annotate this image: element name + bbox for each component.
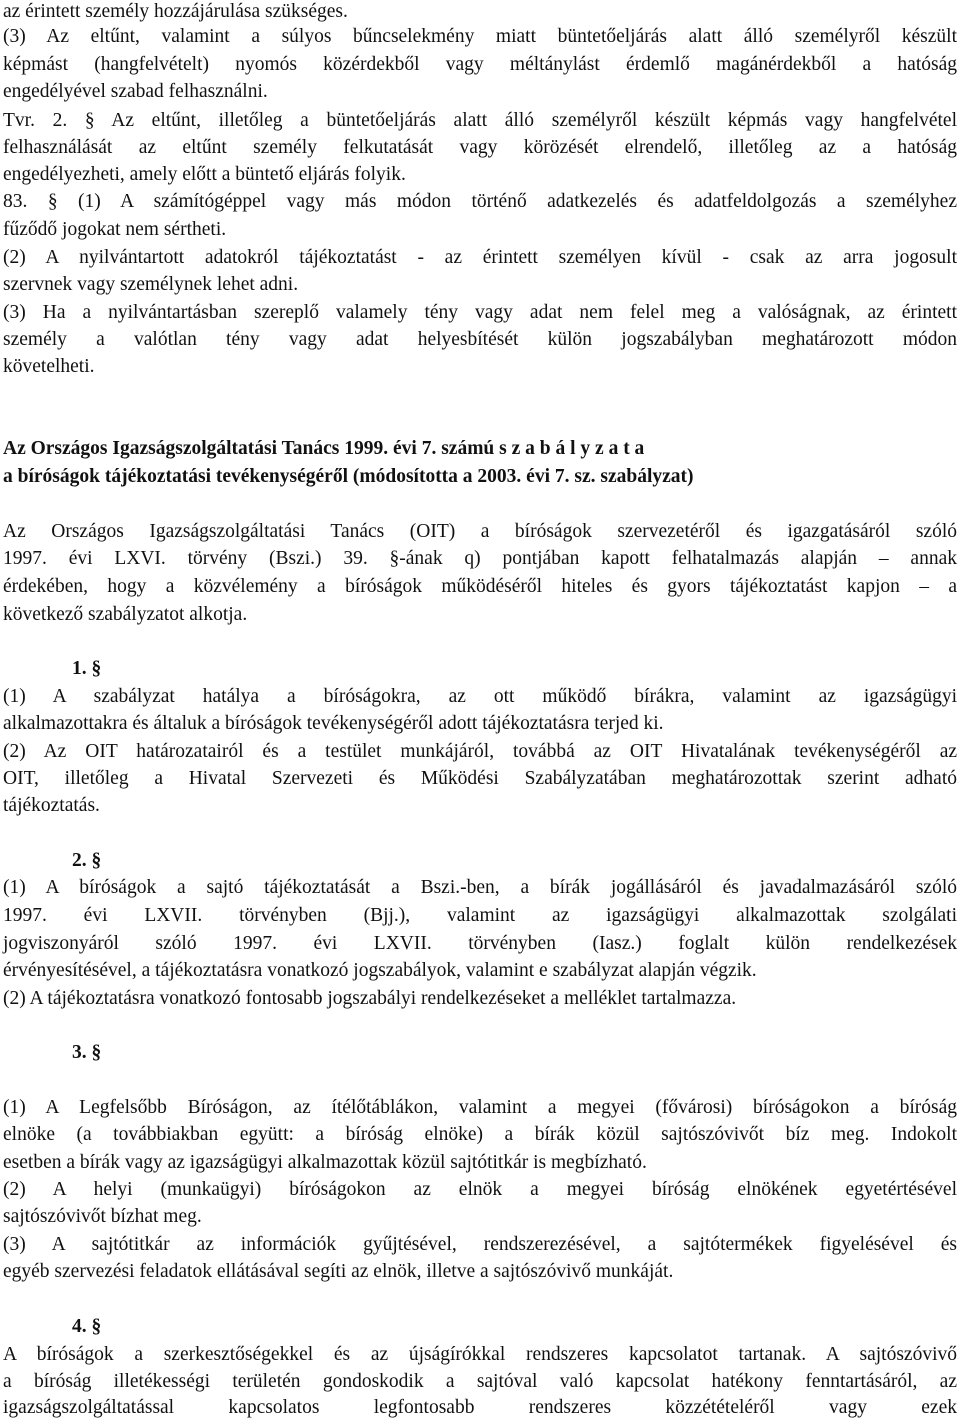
section-heading: 2. § — [72, 850, 102, 871]
text-line: A bíróságok a szerkesztőségekkel és az újságírókkal rendszeres kapcsolatot tartanak. A sajtószóvivő — [3, 1344, 957, 1365]
text-line: (1) A Legfelsőbb Bíróságon, az ítélőtáblákon, valamint a megyei (fővárosi) bíróságokon a bíróság — [3, 1097, 957, 1118]
text-line: esetben a bírák vagy az igazságügyi alkalmazottak közül sajtótitkár is megbízható. — [3, 1152, 647, 1173]
text-line: alkalmazottakra és általuk a bíróságok tevékenységéről adott tájékoztatásra terjed ki. — [3, 713, 664, 734]
text-line: 83. § (1) A számítógéppel vagy más módon történő adatkezelés és adatfeldolgozás a személyhez — [3, 191, 957, 212]
text-line: érdekében, hogy a közvélemény a bíróságok működéséről hiteles és gyors tájékoztatást kapjon – a — [3, 576, 957, 597]
text-line: engedélyezheti, amely előtt a büntető eljárás folyik. — [3, 164, 406, 185]
text-line: érvényesítésével, a tájékoztatásra vonatkozó jogszabályok, valamint e szabályzat alapján végzik. — [3, 960, 757, 981]
text-line: követelheti. — [3, 356, 95, 377]
text-line: elnöke (a továbbiakban együtt: a bíróság elnöke) a bírák közül sajtószóvivőt bíz meg. Indokolt — [3, 1124, 957, 1145]
text-line: egyéb szervezési feladatok ellátásával segíti az elnök, illetve a sajtószóvivő munkáját. — [3, 1261, 674, 1282]
text-line: (2) A nyilvántartott adatokról tájékoztatást - az érintett személyen kívül - csak az arra jogosult — [3, 247, 957, 268]
text-line: engedélyével szabad felhasználni. — [3, 81, 268, 102]
text-line: (2) A helyi (munkaügyi) bíróságokon az elnök a megyei bíróság elnökének egyetértésével — [3, 1179, 957, 1200]
section-heading: 4. § — [72, 1316, 102, 1337]
text-line: (1) A szabályzat hatálya a bíróságokra, az ott működő bírákra, valamint az igazságügyi — [3, 686, 957, 707]
text-line: szervnek vagy személynek lehet adni. — [3, 274, 299, 295]
text-line: sajtószóvivőt bízhat meg. — [3, 1206, 202, 1227]
text-line: 1997. évi LXVII. törvényben (Bjj.), valamint az igazságügyi alkalmazottak szolgálati — [3, 905, 957, 926]
text-line: a bíróság illetékességi területén gondoskodik a sajtóval való kapcsolat hatékony fenntartásáról, az — [3, 1371, 957, 1392]
text-line: (3) A sajtótitkár az információk gyűjtésével, rendszerezésével, a sajtótermékek figyelésével és — [3, 1234, 957, 1255]
text-line: fűződő jogokat nem sértheti. — [3, 219, 227, 240]
text-line: (3) Az eltűnt, valamint a súlyos bűncselekmény miatt büntetőeljárás alatt álló személyről készült — [3, 26, 957, 47]
text-line: személy a valótlan tény vagy adat helyesbítését külön jogszabályban meghatározott módon — [3, 329, 957, 350]
section-heading: 3. § — [72, 1042, 102, 1063]
text-line: az érintett személy hozzájárulása szükséges. — [3, 1, 348, 22]
text-line: 1997. évi LXVI. törvény (Bszi.) 39. §-ának q) pontjában kapott felhatalmazás alapján – annak — [3, 548, 957, 569]
text-line: (1) A bíróságok a sajtó tájékoztatását a Bszi.-ben, a bírák jogállásáról és javadalmazásáról szóló — [3, 877, 957, 898]
text-line: Az Országos Igazságszolgáltatási Tanács (OIT) a bíróságok szervezetéről és igazgatásáról szóló — [3, 521, 957, 542]
text-line: jogviszonyáról szóló 1997. évi LXVII. törvényben (Iasz.) foglalt külön rendelkezések — [3, 933, 957, 954]
section-heading: 1. § — [72, 658, 102, 679]
text-line: (2) A tájékoztatásra vonatkozó fontosabb jogszabályi rendelkezéseket a melléklet tartalmazza. — [3, 988, 737, 1009]
text-line: (2) Az OIT határozatairól és a testület munkájáról, továbbá az OIT Hivatalának tevékenységéről az — [3, 741, 957, 762]
text-line: felhasználását az eltűnt személy felkutatását vagy körözését elrendelő, illetőleg az a hatóság — [3, 137, 957, 158]
text-line: Tvr. 2. § Az eltűnt, illetőleg a büntetőeljárás alatt álló személyről készült képmás vagy hangfelvétel — [3, 110, 957, 131]
text-line: igazságszolgáltatással kapcsolatos legfontosabb rendszeres közzétételéről vagy ezek — [3, 1397, 957, 1418]
text-line: tájékoztatás. — [3, 795, 100, 816]
regulation-title: Az Országos Igazságszolgáltatási Tanács 1999. évi 7. számú s z a b á l y z a t a — [3, 438, 645, 459]
text-line: következő szabályzatot alkotja. — [3, 604, 248, 625]
regulation-subtitle: a bíróságok tájékoztatási tevékenységéről (módosította a 2003. évi 7. sz. szabályzat) — [3, 466, 694, 487]
text-line: képmást (hangfelvételt) nyomós közérdekből vagy méltánylást érdemlő magánérdekből a hatóság — [3, 54, 957, 75]
text-line: OIT, illetőleg a Hivatal Szervezeti és Működési Szabályzatában meghatározottak szerint adható — [3, 768, 957, 789]
text-line: (3) Ha a nyilvántartásban szereplő valamely tény vagy adat nem felel meg a valóságnak, az érintett — [3, 302, 957, 323]
